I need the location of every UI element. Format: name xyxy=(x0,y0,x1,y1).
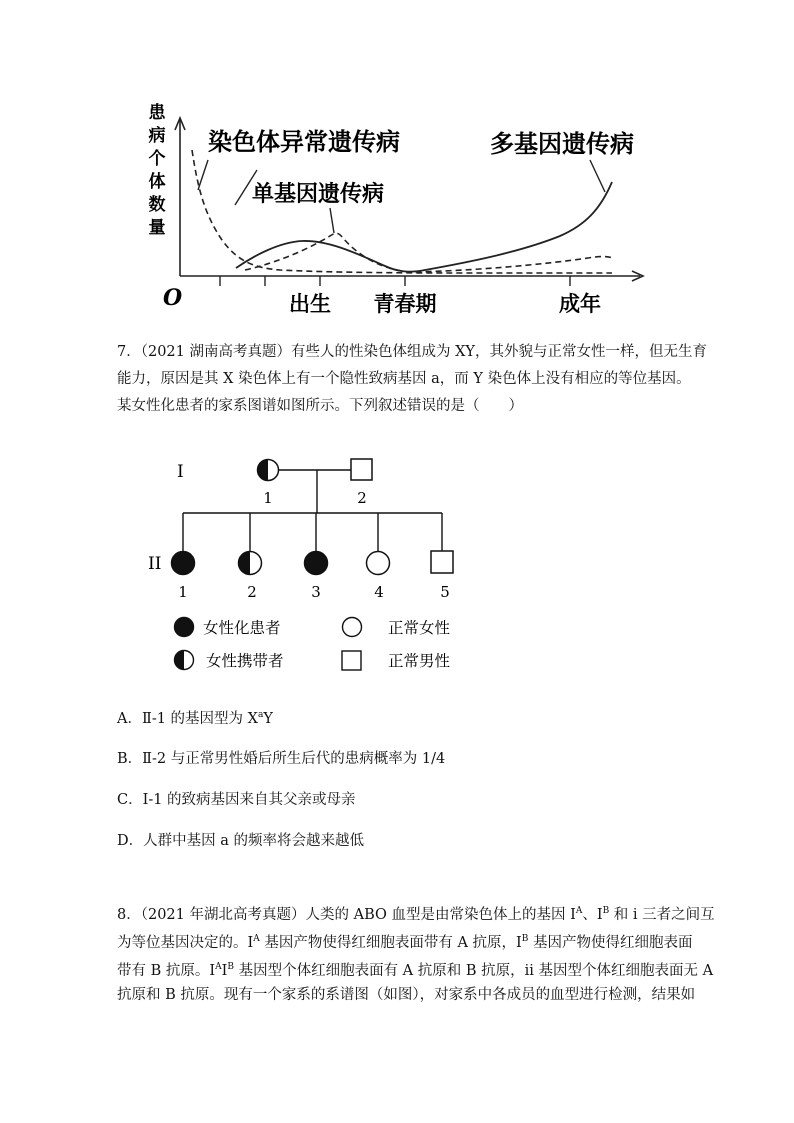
question-8-line: 8．（2021 年湖北高考真题）人类的 ABO 血型是由常染色体上的基因 $I^A$、$I^B$ 和 i 三者之间互 xyxy=(117,906,715,923)
legend-carrier-symbol xyxy=(175,651,194,670)
question-8 xyxy=(117,897,715,1009)
pedigree-number: 3 xyxy=(311,583,321,601)
question-8-line: 抗原和 B 抗原。现有一个家系的系谱图（如图），对家系中各成员的血型进行检测，结果如 xyxy=(117,987,696,1003)
legend-affected-symbol xyxy=(175,618,194,637)
x-tick-label-birth: 出生 xyxy=(289,292,331,316)
option-a-suffix: Y xyxy=(263,711,273,727)
legend-normal-female-label: 正常女性 xyxy=(388,619,451,637)
y-axis-label-char: 病 xyxy=(148,126,166,146)
question-8-line: 带有 B 抗原。$I^AI^B$ 基因型个体红细胞表面有 A 抗原和 B 抗原，ii 基因型个体红细胞表面无 A xyxy=(117,962,714,979)
pedigree-I-2-normal-male xyxy=(351,459,372,480)
pedigree-II-2-carrier-female xyxy=(239,552,262,575)
option-d[interactable]: D．人群中基因 a 的频率将会越来越低 xyxy=(117,833,364,849)
y-axis-label-char: 数 xyxy=(148,195,166,215)
legend-carrier-label: 女性携带者 xyxy=(206,652,284,670)
question-8-line: 为等位基因决定的。$I^A$ 基因产物使得红细胞表面带有 A 抗原，$I^B$ 基因产物使得红细胞表面 xyxy=(117,934,693,951)
pedigree-II-3-affected xyxy=(305,552,328,575)
question-7-line: 某女性化患者的家系图谱如图所示。下列叙述错误的是（ ） xyxy=(117,398,523,414)
legend-normal-female-symbol xyxy=(343,618,362,637)
pedigree-number: 1 xyxy=(263,489,273,507)
pedigree-II-1-affected xyxy=(172,552,195,575)
pedigree-II-5-normal-male xyxy=(431,551,453,573)
x-tick-label-puberty: 青春期 xyxy=(373,292,437,316)
y-axis-label-char: 个 xyxy=(148,149,166,169)
origin-label: O xyxy=(163,285,183,311)
legend-affected-label: 女性化患者 xyxy=(203,619,281,637)
pedigree-II-4-normal-female xyxy=(367,552,390,575)
pedigree-number: 2 xyxy=(247,583,257,601)
option-a-text: A．Ⅱ-1 的基因型为 X xyxy=(117,711,258,727)
pedigree-number: 2 xyxy=(357,489,367,507)
pedigree-number: 4 xyxy=(374,583,384,601)
annotation-single-gene: 单基因遗传病 xyxy=(252,182,385,207)
x-tick-label-adult: 成年 xyxy=(559,292,601,316)
pedigree-number: 5 xyxy=(440,583,450,601)
pedigree-number: 1 xyxy=(178,583,188,601)
y-axis-label-char: 患 xyxy=(148,103,166,123)
question-7-line: 能力，原因是其 X 染色体上有一个隐性致病基因 a，而 Y 染色体上没有相应的等位基因。 xyxy=(117,371,691,387)
option-a[interactable] xyxy=(117,707,273,728)
question-7-line: 7．（2021 湖南高考真题）有些人的性染色体组成为 XY，其外貌与正常女性一样，但无生育 xyxy=(117,344,707,360)
option-b[interactable]: B．Ⅱ-2 与正常男性婚后所生后代的患病概率为 1/4 xyxy=(117,751,446,767)
pedigree-I-1-carrier-female xyxy=(258,460,279,481)
annotation-polygenic: 多基因遗传病 xyxy=(490,130,634,158)
y-axis-label-char: 量 xyxy=(148,218,166,238)
legend-normal-male-symbol xyxy=(342,651,361,670)
legend-normal-male-label: 正常男性 xyxy=(388,652,451,670)
option-a-sup: a xyxy=(258,710,264,721)
generation-label-II: II xyxy=(148,554,162,574)
y-axis-label-char: 体 xyxy=(148,172,166,192)
generation-label-I: I xyxy=(177,462,184,482)
option-c[interactable]: C．I-1 的致病基因来自其父亲或母亲 xyxy=(117,792,356,808)
annotation-chromosomal: 染色体异常遗传病 xyxy=(208,128,400,156)
